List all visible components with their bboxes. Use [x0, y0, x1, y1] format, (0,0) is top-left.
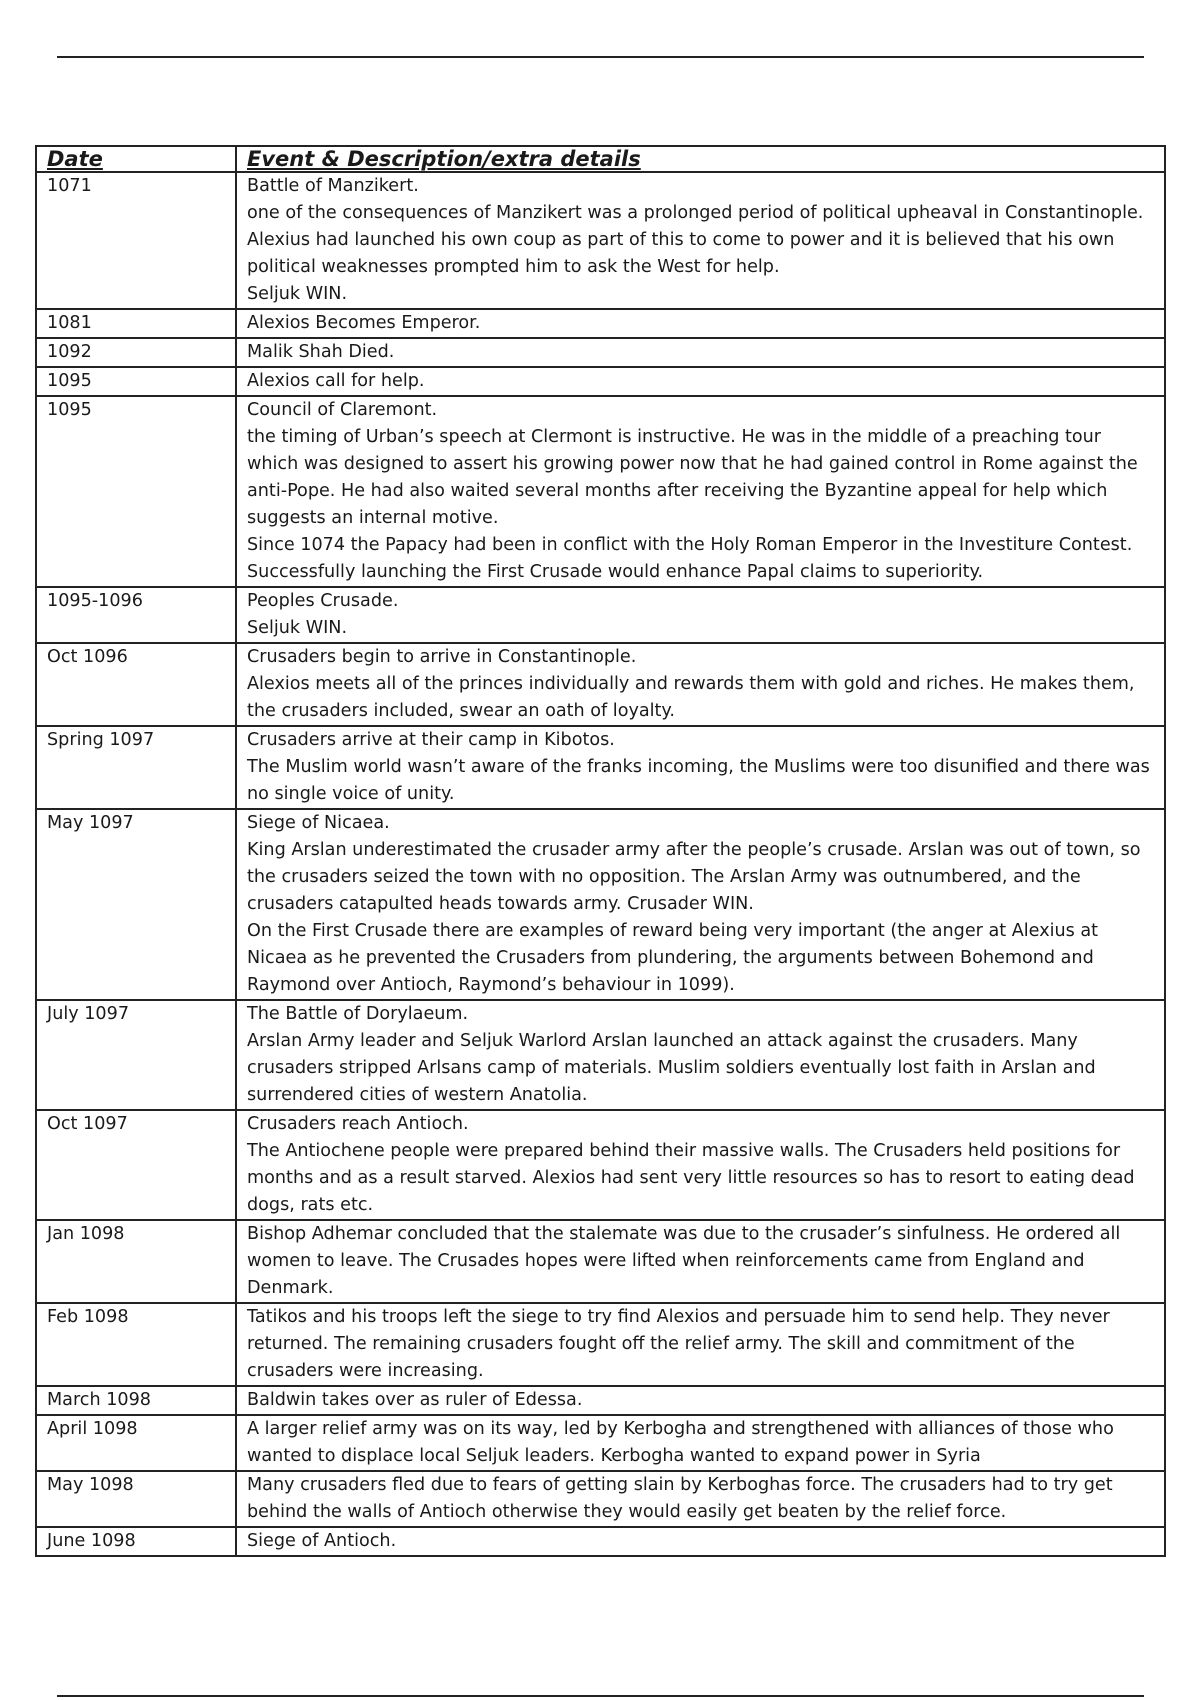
- date-cell: Oct 1096: [36, 643, 236, 726]
- event-title: Malik Shah Died.: [247, 342, 395, 362]
- date-cell: 1081: [36, 309, 236, 338]
- event-title: Crusaders arrive at their camp in Kibotos.: [247, 730, 615, 750]
- table-row: [36, 1415, 1165, 1471]
- date-cell: 1071: [36, 172, 236, 309]
- event-cell: [236, 309, 1165, 338]
- event-detail: the timing of Urban’s speech at Clermont is instructive. He was in the middle of a preaching tour which was designed to assert his growing power now that he had gained control in Rome against the anti-Pope. He had also waited several months after receiving the Byzantine appeal for help which suggests an internal motive.: [247, 427, 1138, 528]
- event-detail: Alexios meets all of the princes individually and rewards them with gold and riches. He makes them, the crusaders included, swear an oath of loyalty.: [247, 674, 1135, 721]
- event-title: Alexios Becomes Emperor.: [247, 313, 481, 333]
- event-title: The Battle of Dorylaeum.: [247, 1004, 469, 1024]
- table-row: [36, 1527, 1165, 1556]
- event-cell: [236, 338, 1165, 367]
- header-rule: [57, 56, 1144, 58]
- event-cell: [236, 396, 1165, 587]
- event-detail: The Antiochene people were prepared behind their massive walls. The Crusaders held positions for months and as a result starved. Alexios had sent very little resources so has to resort to eating dead dogs, rats etc.: [247, 1141, 1135, 1215]
- table-row: [36, 726, 1165, 809]
- event-title: Tatikos and his troops left the siege to try find Alexios and persuade him to send help. They never returned. The remaining crusaders fought off the relief army. The skill and commitment of the crusaders were increasing.: [247, 1307, 1110, 1381]
- table-header-row: [36, 146, 1165, 172]
- event-cell: [236, 367, 1165, 396]
- event-title: Crusaders reach Antioch.: [247, 1114, 469, 1134]
- table-row: [36, 643, 1165, 726]
- timeline-body: [36, 172, 1165, 1556]
- date-cell: Spring 1097: [36, 726, 236, 809]
- table-row: [36, 1110, 1165, 1220]
- table-row: [36, 1000, 1165, 1110]
- event-title: Siege of Antioch.: [247, 1531, 397, 1551]
- date-cell: 1092: [36, 338, 236, 367]
- event-title: Bishop Adhemar concluded that the stalemate was due to the crusader’s sinfulness. He ordered all women to leave. The Crusades hopes were lifted when reinforcements came from England and Denmark.: [247, 1224, 1121, 1298]
- table-row: [36, 1471, 1165, 1527]
- table-row: [36, 396, 1165, 587]
- event-title: Council of Claremont.: [247, 400, 438, 420]
- event-title: Crusaders begin to arrive in Constantinople.: [247, 647, 637, 667]
- event-title: A larger relief army was on its way, led by Kerbogha and strengthened with alliances of those who wanted to displace local Seljuk leaders. Kerbogha wanted to expand power in Syria: [247, 1419, 1114, 1466]
- event-title: Baldwin takes over as ruler of Edessa.: [247, 1390, 583, 1410]
- event-detail: one of the consequences of Manzikert was a prolonged period of political upheaval in Constantinople. Alexius had launched his own coup as part of this to come to power and it is believed that his own political weaknesses prompted him to ask the West for help.: [247, 203, 1144, 277]
- table-row: [36, 172, 1165, 309]
- date-cell: 1095: [36, 396, 236, 587]
- table-row: [36, 1386, 1165, 1415]
- event-title: Siege of Nicaea.: [247, 813, 390, 833]
- event-detail: Seljuk WIN.: [247, 284, 348, 304]
- event-cell: [236, 809, 1165, 1000]
- date-column-header: Date: [36, 146, 236, 172]
- event-detail: King Arslan underestimated the crusader army after the people’s crusade. Arslan was out of town, so the crusaders seized the town with no opposition. The Arslan Army was outnumbered, and the crusaders catapulted heads towards army. Crusader WIN.: [247, 840, 1141, 914]
- event-cell: [236, 726, 1165, 809]
- date-cell: June 1098: [36, 1527, 236, 1556]
- table-row: [36, 1303, 1165, 1386]
- date-cell: 1095-1096: [36, 587, 236, 643]
- event-cell: [236, 1471, 1165, 1527]
- event-cell: [236, 1303, 1165, 1386]
- date-cell: April 1098: [36, 1415, 236, 1471]
- event-cell: [236, 1000, 1165, 1110]
- event-title: Alexios call for help.: [247, 371, 425, 391]
- event-detail: Arslan Army leader and Seljuk Warlord Arslan launched an attack against the crusaders. Many crusaders stripped Arlsans camp of materials. Muslim soldiers eventually lost faith in Arslan and surrendered cities of western Anatolia.: [247, 1031, 1096, 1105]
- table-row: [36, 309, 1165, 338]
- table-row: [36, 367, 1165, 396]
- date-cell: May 1097: [36, 809, 236, 1000]
- event-title: Peoples Crusade.: [247, 591, 399, 611]
- date-cell: March 1098: [36, 1386, 236, 1415]
- date-cell: May 1098: [36, 1471, 236, 1527]
- event-detail: On the First Crusade there are examples of reward being very important (the anger at Alexius at Nicaea as he prevented the Crusaders from plundering, the arguments between Bohemond and Raymond over Antioch, Raymond’s behaviour in 1099).: [247, 921, 1099, 995]
- table-row: [36, 587, 1165, 643]
- event-cell: [236, 172, 1165, 309]
- event-cell: [236, 1415, 1165, 1471]
- date-cell: Jan 1098: [36, 1220, 236, 1303]
- date-cell: 1095: [36, 367, 236, 396]
- event-cell: [236, 643, 1165, 726]
- table-row: [36, 338, 1165, 367]
- event-cell: [236, 1527, 1165, 1556]
- table-row: [36, 1220, 1165, 1303]
- date-cell: July 1097: [36, 1000, 236, 1110]
- event-cell: [236, 1220, 1165, 1303]
- date-cell: Oct 1097: [36, 1110, 236, 1220]
- date-cell: Feb 1098: [36, 1303, 236, 1386]
- event-cell: [236, 1386, 1165, 1415]
- footer-rule: [57, 1695, 1144, 1697]
- event-cell: [236, 1110, 1165, 1220]
- event-title: Battle of Manzikert.: [247, 176, 419, 196]
- event-detail: The Muslim world wasn’t aware of the franks incoming, the Muslims were too disunified and there was no single voice of unity.: [247, 757, 1150, 804]
- event-detail: Since 1074 the Papacy had been in conflict with the Holy Roman Emperor in the Investiture Contest. Successfully launching the First Crusade would enhance Papal claims to superiority.: [247, 535, 1133, 582]
- event-title: Many crusaders fled due to fears of getting slain by Kerboghas force. The crusaders had to try get behind the walls of Antioch otherwise they would easily get beaten by the relief force.: [247, 1475, 1113, 1522]
- event-detail: Seljuk WIN.: [247, 618, 348, 638]
- table-row: [36, 809, 1165, 1000]
- timeline-table: [35, 145, 1166, 1557]
- event-column-header: Event & Description/extra details: [236, 146, 1165, 172]
- event-cell: [236, 587, 1165, 643]
